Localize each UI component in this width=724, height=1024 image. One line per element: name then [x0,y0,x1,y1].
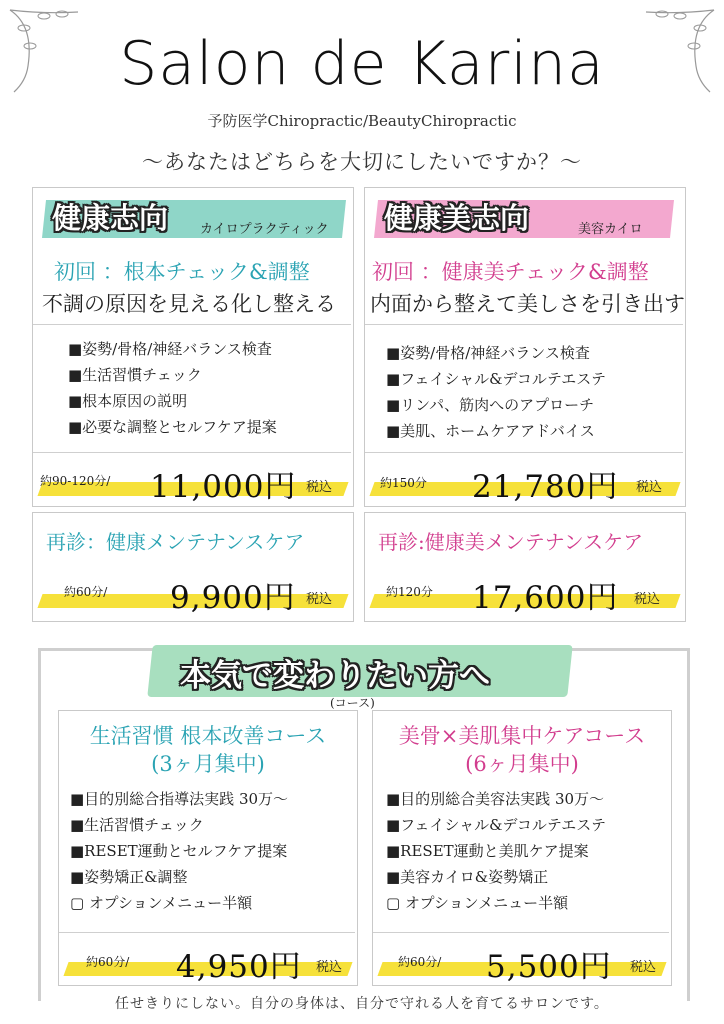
course-left-tax: 税込 [316,960,343,975]
right-revisit-price: 17,600円 [472,580,619,616]
course-left-duration: 約60分/ [86,955,130,969]
course-left-price: 4,950円 [176,949,302,985]
list-item: ■姿勢/骨格/神経バランス検査 [68,340,272,358]
right-revisit-tax: 税込 [634,592,661,607]
right-price: 21,780円 [472,469,619,505]
left-divider [33,324,351,325]
right-title-sub: 美容カイロ [578,222,643,237]
list-item: ■フェイシャル&デコルテエステ [386,816,606,834]
right-title: 健康美志向 [384,201,530,235]
course-right-duration: 約60分/ [398,955,442,969]
list-item: ■RESET運動と美肌ケア提案 [386,842,589,860]
list-item: ■RESET運動とセルフケア提案 [70,842,288,860]
right-revisit-title: 再診:健康美メンテナンスケア [378,530,644,554]
course-left-items [70,786,288,916]
left-first-visit: 初回 ：根本チェック&調整 [54,260,310,284]
left-title: 健康志向 [52,201,169,235]
list-item: ■姿勢/骨格/神経バランス検査 [386,344,590,362]
right-tagline: 内面から整えて美しさを引き出す [370,292,685,316]
course-left-divider [59,932,355,933]
right-items [386,340,606,444]
list-item: ■姿勢矯正&調整 [70,868,188,886]
course-left-title-line1: 生活習慣 根本改善コース [89,724,327,748]
left-items [68,336,277,440]
course-title-sub: (コース) [330,696,375,710]
list-item: ■必要な調整とセルフケア提案 [68,418,277,436]
footer-text: 任せきりにしない。自分の身体は、自分で守れる人を育てるサロンです。 [115,996,609,1012]
course-left-title-line2: (3ヶ月集中) [151,752,265,776]
left-title-sub: カイロプラクティック [200,222,329,237]
list-item: ■目的別総合美容法実践 30万〜 [386,790,605,808]
left-revisit-price: 9,900円 [170,580,296,616]
right-revisit-duration: 約120分 [386,585,433,599]
course-left-title [58,722,358,778]
course-title: 本気で変わりたい方へ [180,658,490,694]
left-tagline: 不調の原因を見える化し整える [42,292,336,316]
course-right-items [386,786,606,916]
left-revisit-title: 再診：健康メンテナンスケア [46,530,305,554]
right-tax: 税込 [636,480,663,495]
brand-name: Salon de Karina [119,29,605,99]
right-duration: 約150分 [380,476,427,490]
list-item: ■目的別総合指導法実践 30万〜 [70,790,289,808]
list-item: ▢ オプションメニュー半額 [386,894,569,912]
question-heading: 〜あなたはどちらを大切にしたいですか？〜 [142,150,582,174]
list-item: ■根本原因の説明 [68,392,188,410]
course-right-title [372,722,672,778]
course-right-tax: 税込 [630,960,657,975]
right-divider [365,324,683,325]
course-right-divider [373,932,669,933]
left-price: 11,000円 [150,469,297,505]
list-item: ■生活習慣チェック [70,816,204,834]
left-revisit-duration: 約60分/ [64,585,108,599]
course-right-title-line1: 美骨×美肌集中ケアコース [398,724,646,748]
left-divider-2 [33,452,351,453]
list-item: ■生活習慣チェック [68,366,202,384]
course-right-title-line2: (6ヶ月集中) [465,752,579,776]
left-duration: 約90-120分/ [40,474,111,488]
list-item: ■美容カイロ&姿勢矯正 [386,868,549,886]
course-right-price: 5,500円 [486,949,612,985]
left-tax: 税込 [306,480,333,495]
brand-subtitle: 予防医学Chiropractic/BeautyChiropractic [207,112,517,130]
right-divider-2 [365,452,683,453]
list-item: ■美肌、ホームケアアドバイス [386,422,595,440]
list-item: ■リンパ、筋肉へのアプローチ [386,396,595,414]
list-item: ▢ オプションメニュー半額 [70,894,253,912]
right-first-visit: 初回 ：健康美チェック&調整 [372,260,649,284]
left-revisit-tax: 税込 [306,592,333,607]
list-item: ■フェイシャル&デコルテエステ [386,370,606,388]
